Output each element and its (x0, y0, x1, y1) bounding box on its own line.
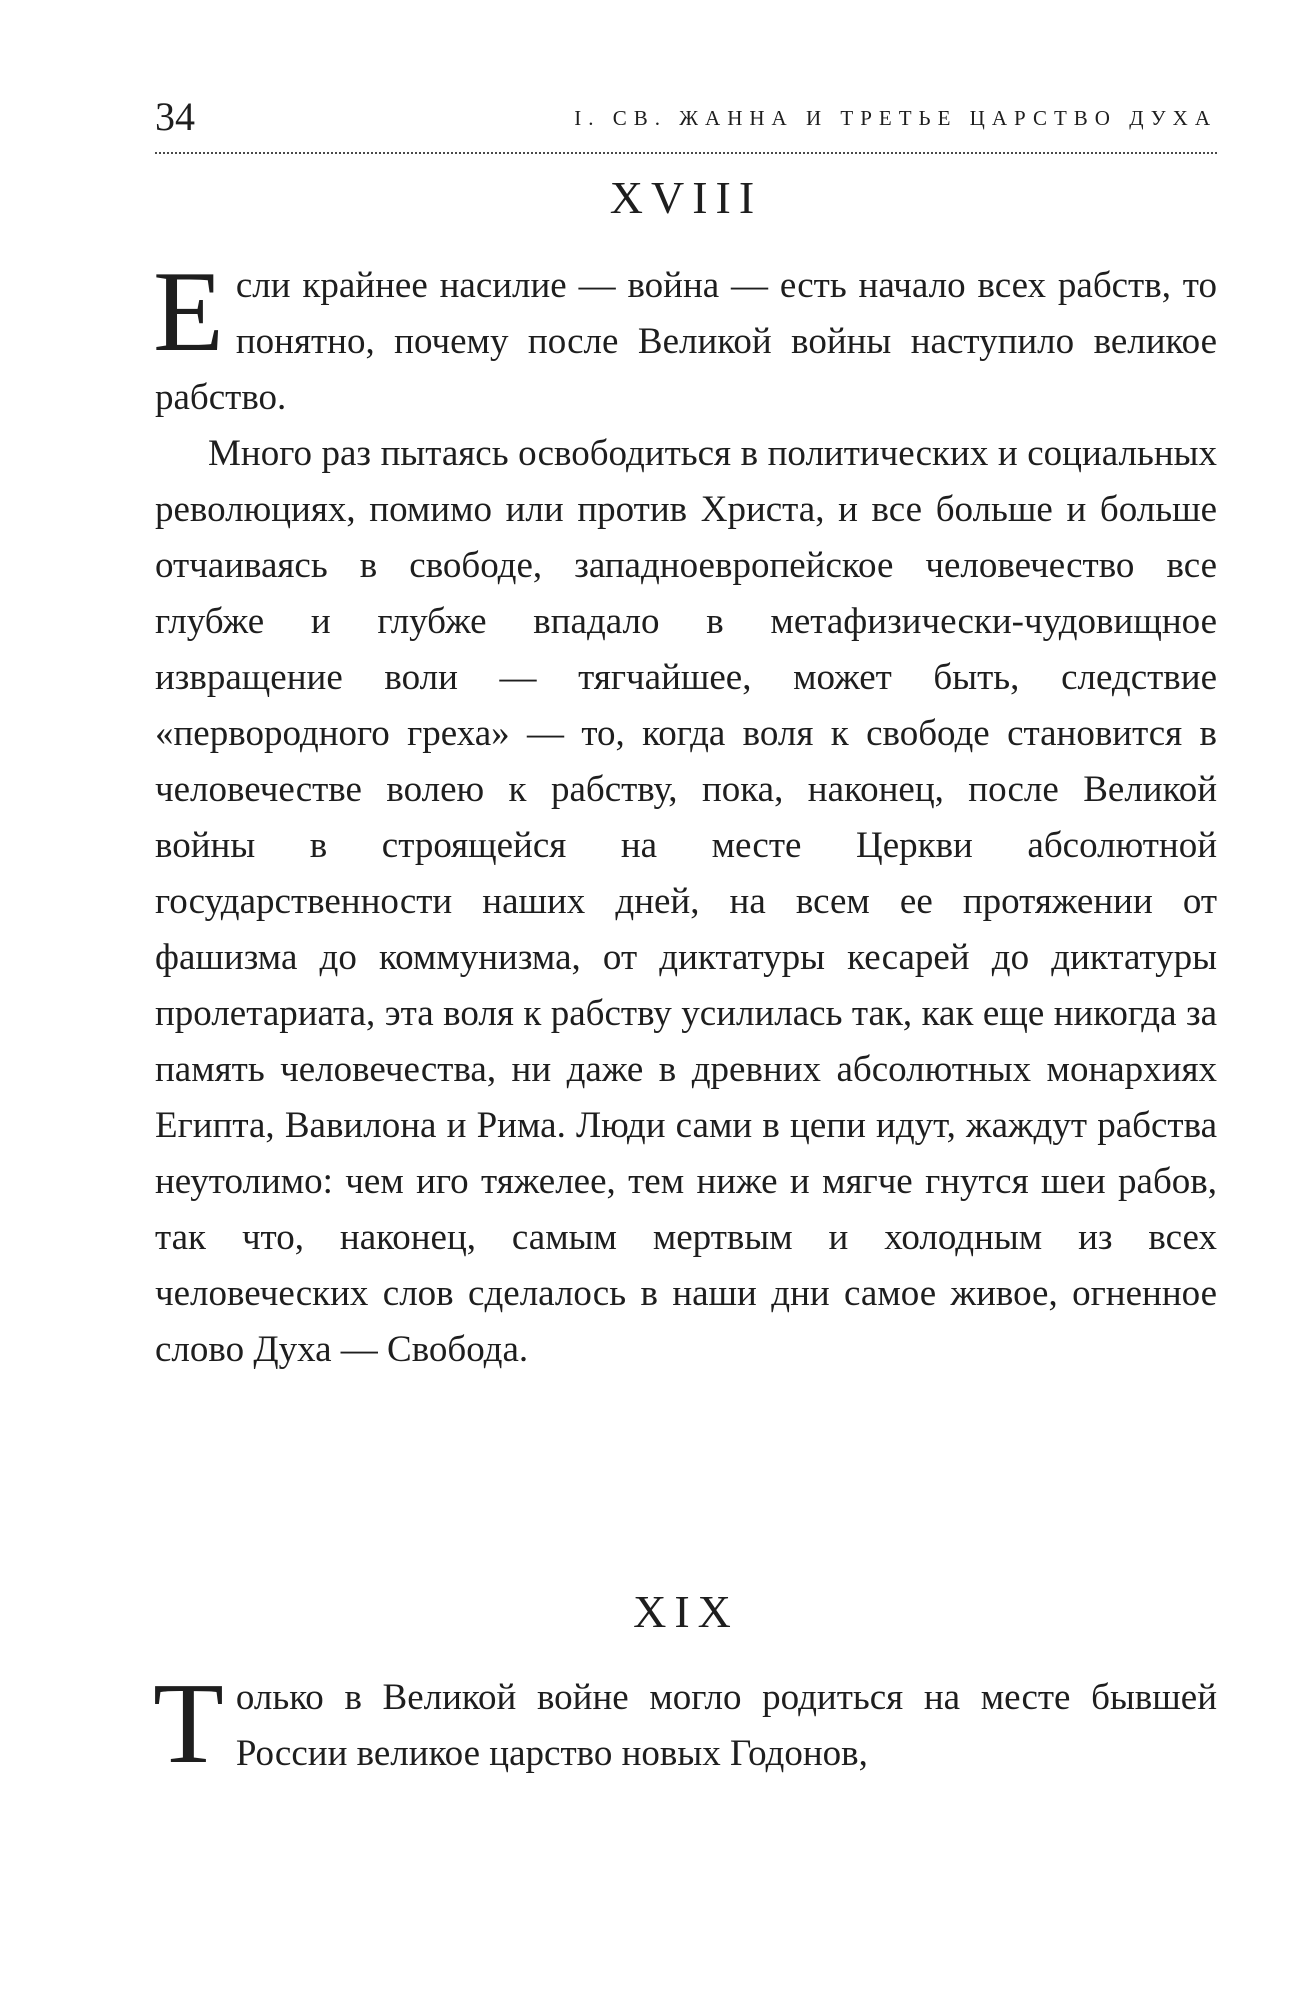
drop-cap: Е (153, 248, 224, 376)
paragraph (153, 1660, 1217, 1788)
paragraph-text: Много раз пытаясь освободиться в политических и социальных революциях, помимо или против Христа, и все больше и больше отчаиваясь в свободе, западноевропейское человечество все глубже и глубже впадало в метафизически-чудовищное извращение воли — тягчайшее, может быть, следствие «первородного греха» — то, когда воля к свободе становится в человечестве волею к рабству, пока, наконец, после Великой войны в строящейся на месте Церкви абсолютной государственности наших дней, на всем ее протяжении от фашизма до коммунизма, от диктатуры кесарей до диктатуры пролетариата, эта воля к рабству усилилась так, как еще никогда за память человечества, ни даже в древних абсолютных монархиях Египта, Вавилона и Рима. Люди сами в цепи идут, жаждут рабства неутолимо: чем иго тяжелее, тем ниже и мягче гнутся шеи рабов, так что, наконец, самым мертвым и холодным из всех человеческих слов сделалось в наши дни самое живое, огненное слово Духа — Свобода. (155, 433, 1217, 1370)
drop-cap: Т (153, 1660, 224, 1788)
section-heading-xix: XIX (633, 1586, 739, 1637)
paragraph (153, 248, 1217, 426)
paragraph-text: сли крайнее насилие — война — есть начало всех рабств, то понятно, почему после Великой войны наступило великое рабство. (155, 265, 1217, 418)
chapter-title: I. СВ. ЖАННА И ТРЕТЬЕ ЦАРСТВО ДУХА (574, 106, 1217, 130)
section-xviii-body (153, 248, 1217, 1378)
section-xix-body (153, 1660, 1217, 1788)
section-heading-xviii: XVIII (609, 172, 763, 223)
paragraph (155, 426, 1217, 1378)
running-head (155, 93, 1217, 143)
page-number: 34 (155, 94, 195, 139)
paragraph-text: олько в Великой войне могло родиться на месте бывшей России великое царство новых Годонов, (235, 1677, 1217, 1774)
header-dotted-rule (155, 152, 1217, 154)
